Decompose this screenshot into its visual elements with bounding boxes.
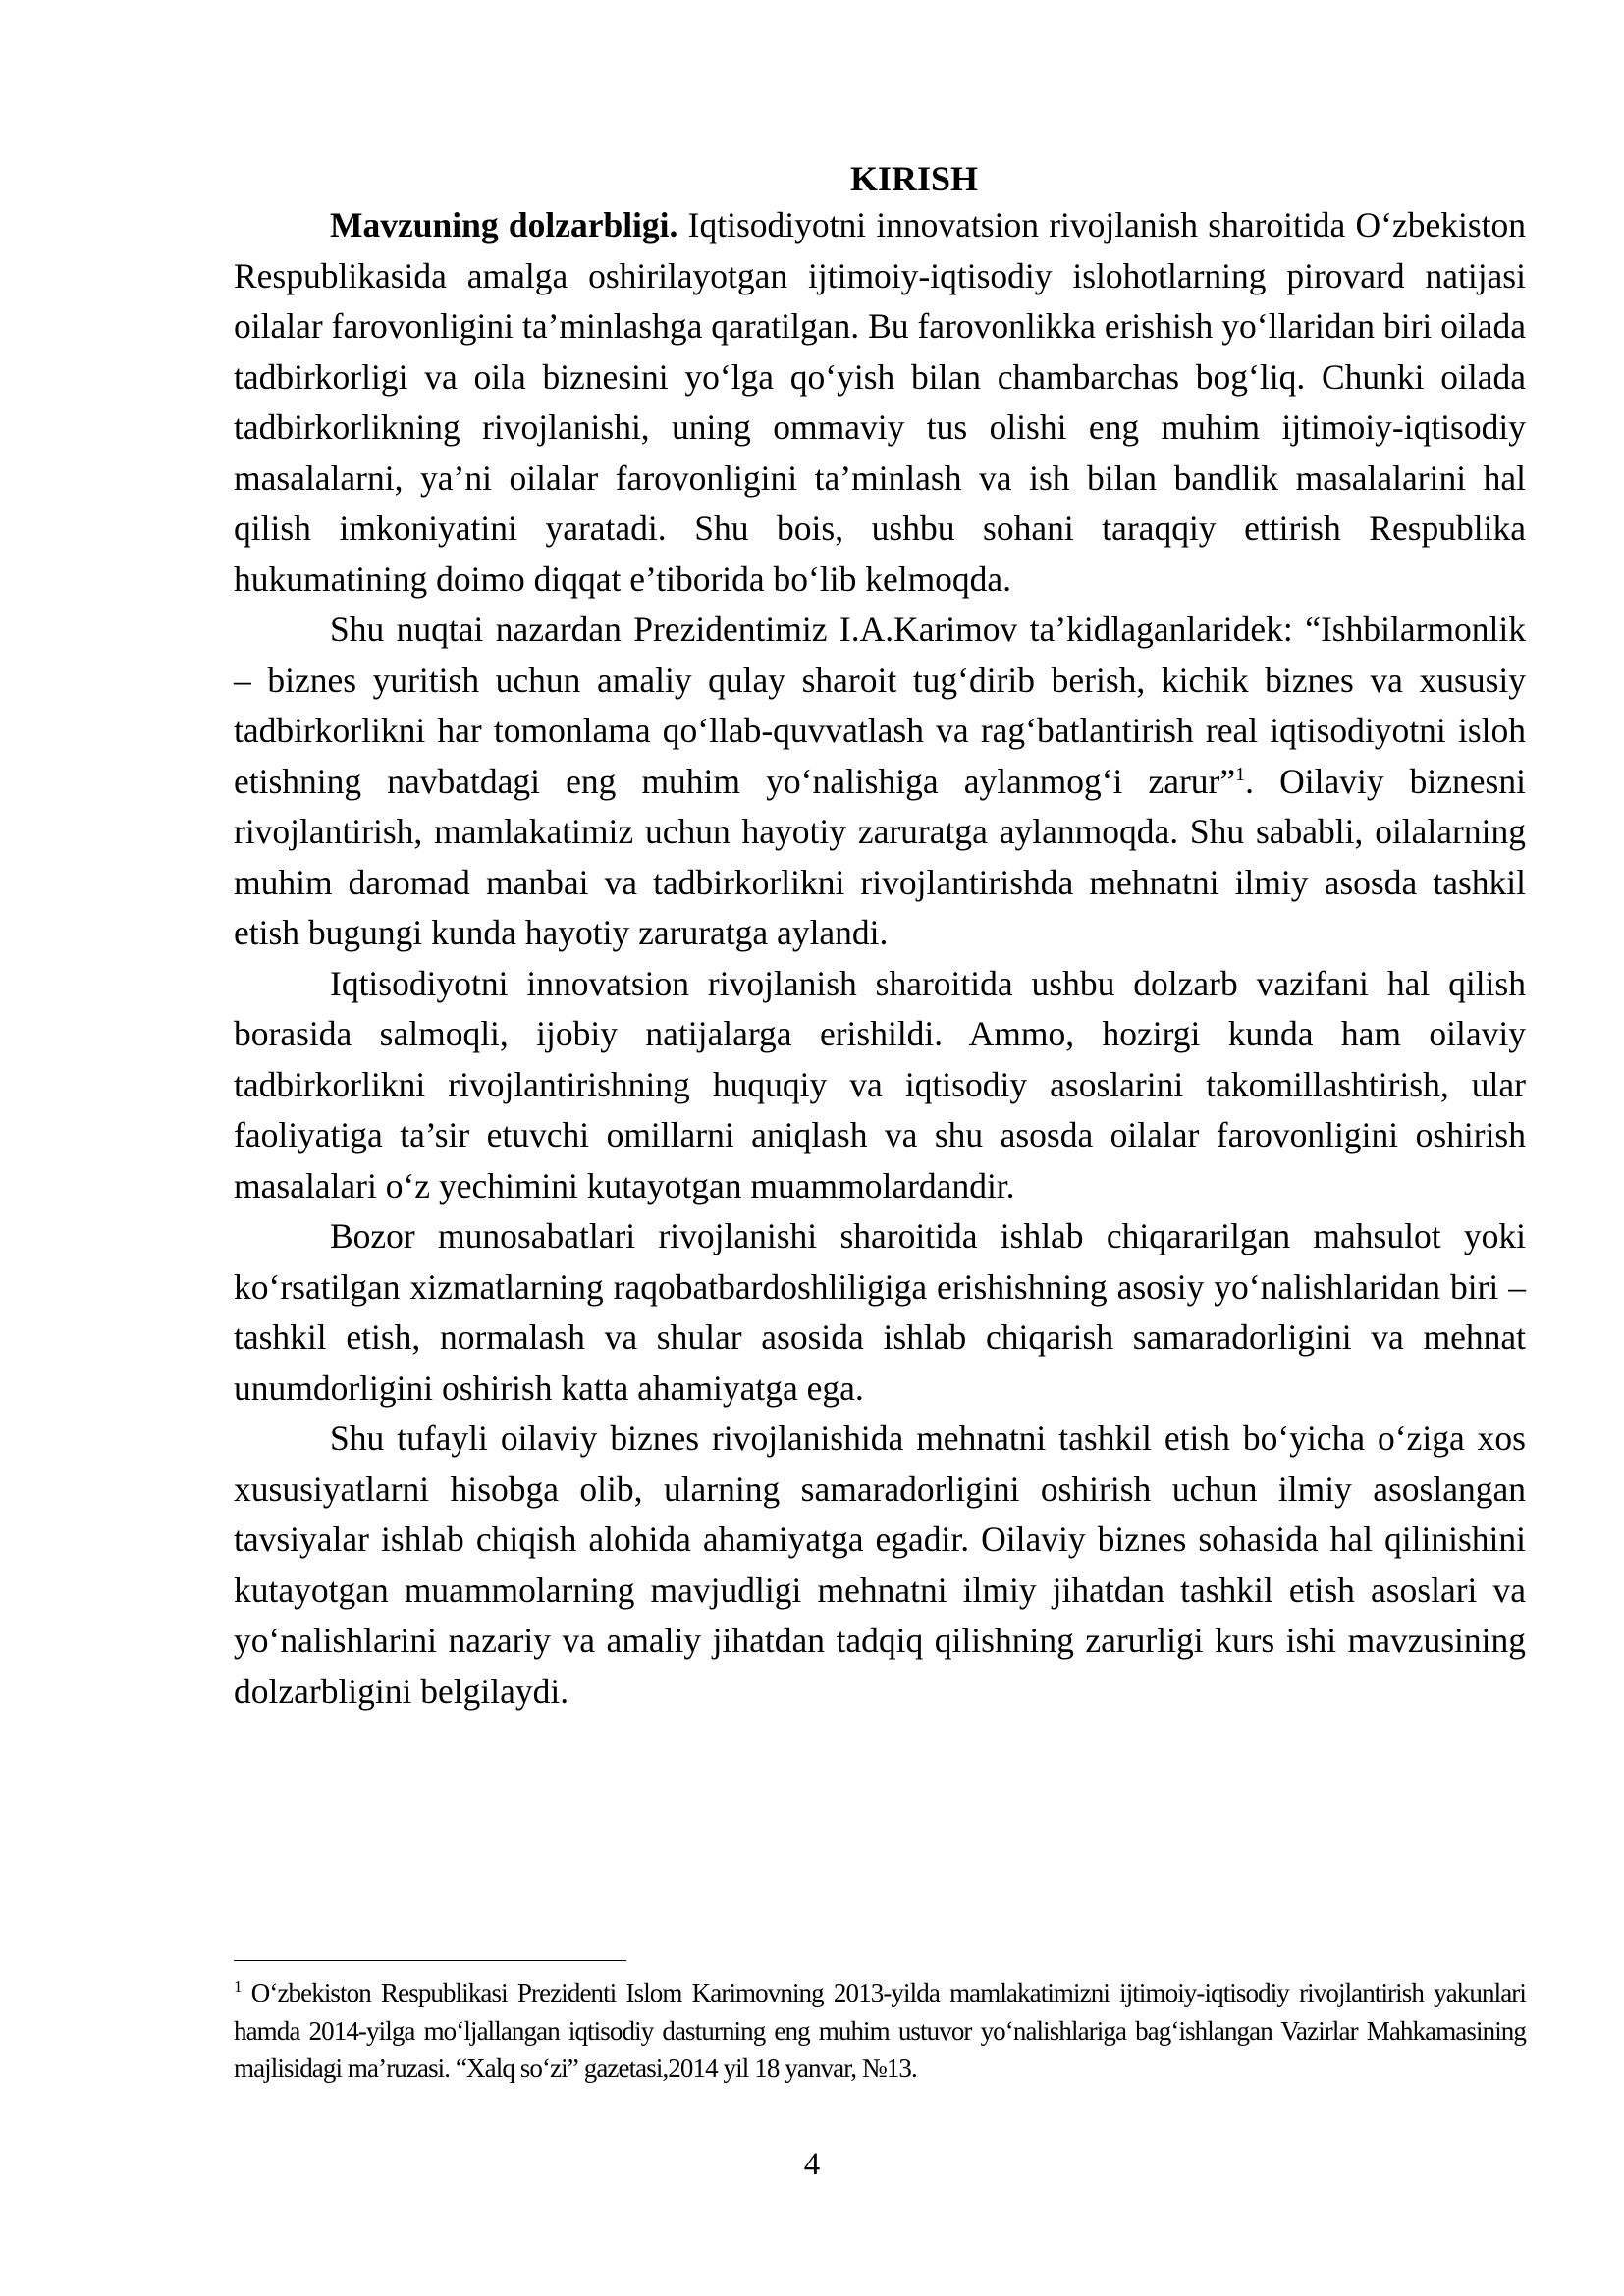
paragraph-lead: Mavzuning dolzarbligi. [330, 205, 678, 244]
paragraph-4: Bozor munosabatlari rivojlanishi sharoitida ishlab chiqararilgan mahsulot yoki ko‘rsatilgan xizmatlarning raqobatbardoshliligiga erishishning asosiy yo‘nalishlaridan biri – tashkil etish, normalash va shular asosida ishlab chiqarish samaradorligini va mehnat unumdorligini oshirish katta ahamiyatga ega. [234, 1216, 1526, 1408]
page-number: 4 [803, 2147, 821, 2182]
paragraph-3: Iqtisodiyotni innovatsion rivojlanish sharoitida ushbu dolzarb vazifani hal qilish borasida salmoqli, ijobiy natijalarga erishildi. Ammo, hozirgi kunda ham oilaviy tadbirkorlikni rivojlantirishning huquqiy va iqtisodiy asoslarini takomillashtirish, ular faoliyatiga ta’sir etuvchi omillarni aniqlash va shu asosda oilalar farovonligini oshirish masalalari o‘z yechimini kutayotgan muammolardandir. [234, 963, 1526, 1205]
paragraph-5: Shu tufayli oilaviy biznes rivojlanishida mehnatni tashkil etish bo‘yicha o‘ziga xos xususiyatlarni hisobga olib, ularning samaradorligini oshirish uchun ilmiy asoslangan tavsiyalar ishlab chiqish alohida ahamiyatga egadir. Oilaviy biznes sohasida hal qilinishini kutayotgan muammolarning mavjudligi mehnatni ilmiy jihatdan tashkil etish asoslari va yo‘nalishlarini nazariy va amaliy jihatdan tadqiq qilishning zarurligi kurs ishi mavzusining dolzarbligini belgilaydi. [234, 1418, 1526, 1711]
paragraph-text: Iqtisodiyotni innovatsion rivojlanish sharoitida O‘zbekiston Respublikasida amalga oshirilayotgan ijtimoiy-iqtisodiy islohotlarning pirovard natijasi oilalar farovonligini ta’minlashga qaratilgan. Bu farovonlikka erishish yo‘llaridan biri oilada tadbirkorligi va oila biznesini yo‘lga qo‘yish bilan chambarchas bog‘liq. Chunki oilada tadbirkorlikning rivojlanishi, uning ommaviy tus olishi eng muhim ijtimoiy-iqtisodiy masalalarni, ya’ni oilalar farovonligini ta’minlash va ish bilan bandlik masalalarini hal qilish imkoniyatini yaratadi. Shu bois, ushbu sohani taraqqiy ettirish Respublika hukumatining doimo diqqat e’tiborida bo‘lib kelmoqda. [234, 205, 1527, 599]
paragraph-1 [234, 200, 1526, 605]
document-body [234, 157, 1526, 1717]
footnote-text: O‘zbekiston Respublikasi Prezidenti Islom Karimovning 2013-yilda mamlakatimizni ijtimoiy-iqtisodiy rivojlantirish yakunlari hamda 2014-yilga mo‘ljallangan iqtisodiy dasturning eng muhim ustuvor yo‘nalishlariga bag‘ishlangan Vazirlar Mahkamasining majlisidagi ma’ruzasi. “Xalq so‘zi” gazetasi,2014 yil 18 yanvar, №13. [234, 1978, 1526, 2083]
footnote [234, 1974, 1526, 2088]
paragraph-text-before-note: Shu nuqtai nazardan Prezidentimiz I.A.Karimov ta’kidlaganlaridek: “Ishbilarmonlik – biznes yuritish uchun amaliy qulay sharoit tug‘dirib berish, kichik biznes va xususiy tadbirkorlikni har tomonlama qo‘llab-quvvatlash va rag‘batlantirish real iqtisodiyotni isloh etishning navbatdagi eng muhim yo‘nalishiga aylanmog‘i zarur” [234, 610, 1526, 801]
footnote-reference: 1 [1235, 763, 1246, 785]
paragraph-2 [234, 605, 1526, 959]
footnote-marker: 1 [234, 1977, 242, 1996]
footnote-separator [234, 1960, 626, 1961]
section-title: KIRISH [849, 159, 979, 198]
paragraph-text-after-note: . Oilaviy biznesni rivojlantirish, mamlakatimiz uchun hayotiy zaruratga aylanmoqda. Shu sababli, oilalarning muhim daromad manbai va tadbirkorlikni rivojlantirishda mehnatni ilmiy asosda tashkil etish bugungi kunda hayotiy zaruratga aylandi. [234, 761, 1526, 952]
